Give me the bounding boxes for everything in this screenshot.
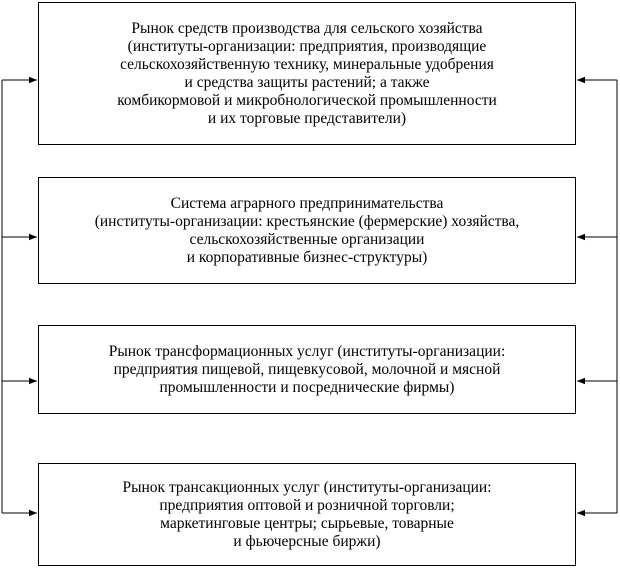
box-line: и фьючерсные биржи) — [233, 532, 381, 550]
box-line: Система аграрного предпринимательства — [170, 194, 444, 212]
box-line: (институты-организации: крестьянские (фермерские) хозяйства, — [94, 212, 520, 230]
box-line: комбикормовой и микробнологической промышленности — [117, 91, 497, 109]
box-line: маркетинговые центры; сырьевые, товарные — [160, 514, 454, 532]
box-line: и средства защиты растений; а также — [184, 73, 430, 91]
box-line: Рынок трансформационных услуг (институты-организации: — [108, 342, 506, 360]
box-line: сельскохозяйственную технику, минеральные удобрения — [120, 55, 494, 73]
box-line: предприятия пищевой, пищевкусовой, молочной и мясной — [113, 360, 501, 378]
box-line: промышленности и посреднические фирмы) — [159, 378, 455, 396]
box-line: и их торговые представители) — [207, 109, 407, 127]
box-line: предприятия оптовой и розничной торговли; — [159, 496, 455, 514]
box-line: (институты-организации: предприятия, производящие — [127, 37, 487, 55]
box-line: Рынок трансакционных услуг (институты-организации: — [122, 478, 492, 496]
box-line: и корпоративные бизнес-структуры) — [186, 248, 428, 266]
box-line: Рынок средств производства для сельского хозяйства — [131, 19, 483, 37]
box-line: сельскохозяйственные организации — [189, 230, 425, 248]
